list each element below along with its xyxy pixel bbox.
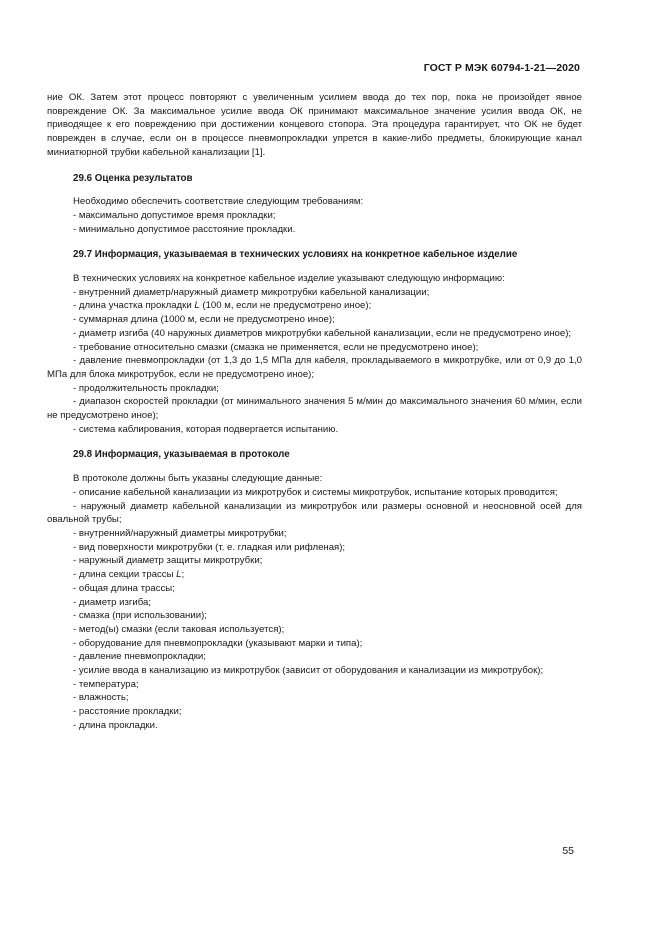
list-item: - усилие ввода в канализацию из микротрубок (зависит от оборудования и канализации из микротрубок); — [73, 665, 544, 677]
list-item-text: ; — [181, 569, 185, 581]
list-item-text: - длина участка прокладки — [73, 300, 195, 312]
section-lead: В технических условиях на конкретное кабельное изделие указывают следующую информацию: — [73, 273, 505, 285]
list-item-text: - длина секции трассы — [73, 569, 177, 581]
list-item: - продолжительность прокладки; — [73, 382, 219, 394]
list-item: - влажность; — [73, 692, 129, 704]
list-item: - диаметр изгиба (40 наружных диаметров микротрубки кабельной канализации, если не предусмотрено иное); — [73, 327, 572, 339]
list-item: - давление пневмопрокладки (от 1,3 до 1,5 МПа для кабеля, прокладываемого в микротрубке, или от 0,9 до 1,0 МПа для блока микротрубок, если не предусмотрено иное); — [47, 355, 582, 380]
list-item: - максимально допустимое время прокладки; — [73, 209, 276, 221]
list-item: - диапазон скоростей прокладки (от минимального значения 5 м/мин до максимального значения 60 м/мин, если не предусмотрено иное); — [47, 396, 582, 422]
list-item: - вид поверхности микротрубки (т. е. гладкая или рифленая); — [73, 541, 346, 553]
list-item: - внутренний/наружный диаметры микротрубки; — [73, 527, 287, 539]
list-item: - температура; — [73, 678, 139, 690]
section-heading-29-7: 29.7 Информация, указываемая в технических условиях на конкретное кабельное изделие — [73, 249, 518, 261]
variable-symbol: L — [194, 300, 200, 312]
list-item: - смазка (при использовании); — [73, 610, 207, 622]
intro-paragraph: ние ОК. Затем этот процесс повторяют с увеличенным усилием ввода до тех пор, пока не произойдет явное повреждение ОК. За максимальное усилие ввода ОК принимают максимальное значение усилия ввода ОК, не приводящее к его повреждению при достижении концевого стопора. Эта процедура гарантирует, что ОК не будет поврежден в случае, если он в процессе пневмопрокладки упрется в какие-либо предметы, блокирующие канал миниатюрной трубки кабельной канализации [1]. — [47, 92, 582, 158]
standard-header: ГОСТ Р МЭК 60794-1-21—2020 — [423, 62, 580, 74]
list-item: - метод(ы) смазки (если таковая используется); — [73, 623, 285, 635]
list-item: - минимально допустимое расстояние прокладки. — [73, 223, 296, 235]
list-item: - диаметр изгиба; — [73, 596, 152, 608]
variable-symbol: L — [176, 569, 182, 581]
list-item: - общая длина трассы; — [73, 582, 175, 594]
list-item — [47, 299, 582, 313]
list-item: - расстояние прокладки; — [73, 706, 182, 718]
list-item: - описание кабельной канализации из микротрубок и системы микротрубок, испытание которых проводится; — [73, 486, 558, 498]
section-heading-29-8: 29.8 Информация, указываемая в протоколе — [73, 449, 290, 461]
list-item: - система каблирования, которая подвергается испытанию. — [73, 423, 339, 435]
document-body — [47, 91, 582, 733]
list-item: - внутренний диаметр/наружный диаметр микротрубки кабельной канализации; — [73, 286, 430, 298]
list-item — [47, 568, 582, 582]
list-item: - наружный диаметр кабельной канализации из микротрубок или размеры основной и неосновной осей для овальной трубы; — [47, 500, 582, 526]
section-lead: В протоколе должны быть указаны следующие данные: — [73, 473, 323, 485]
list-item: - длина прокладки. — [73, 719, 158, 731]
list-item: - наружный диаметр защиты микротрубки; — [73, 555, 263, 567]
list-item: - требование относительно смазки (смазка не применяется, если не предусмотрено иное); — [73, 341, 479, 353]
list-item: - суммарная длина (1000 м, если не предусмотрено иное); — [73, 314, 335, 326]
section-heading-29-6: 29.6 Оценка результатов — [73, 172, 193, 184]
section-lead: Необходимо обеспечить соответствие следующим требованиям: — [73, 196, 364, 208]
page-number: 55 — [562, 845, 574, 857]
list-item: - давление пневмопрокладки; — [73, 651, 206, 663]
list-item: - оборудование для пневмопрокладки (указывают марки и типа); — [73, 637, 363, 649]
list-item-text: (100 м, если не предусмотрено иное); — [199, 300, 372, 312]
